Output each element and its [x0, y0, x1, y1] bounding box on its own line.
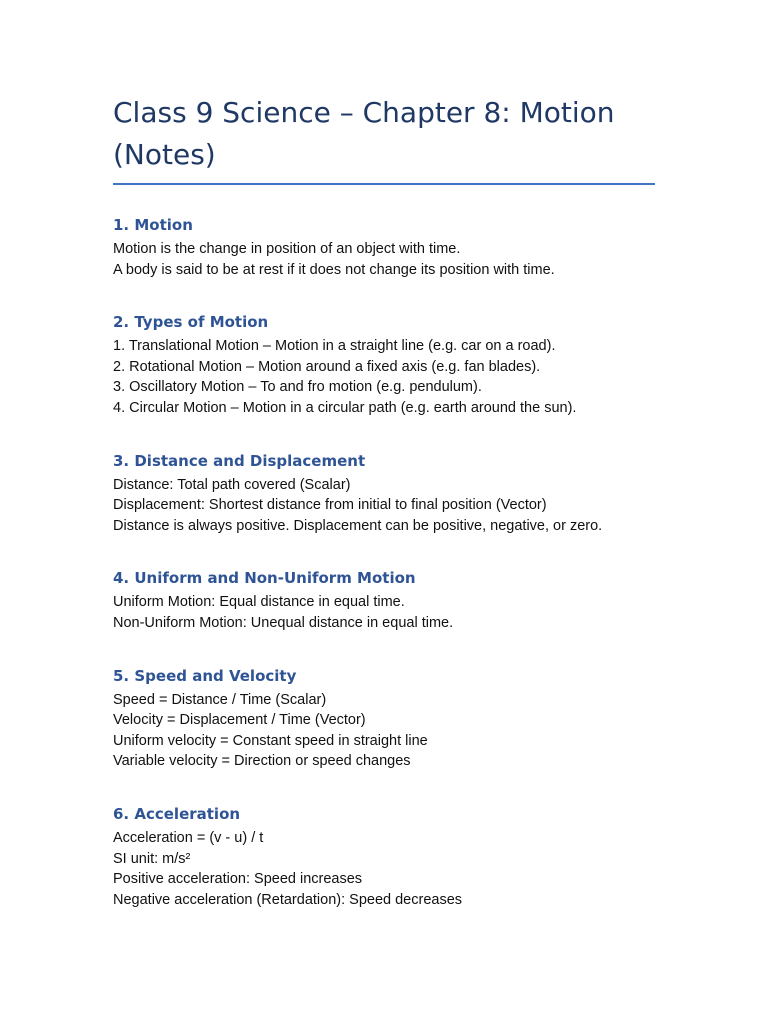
title-underline: [113, 183, 655, 185]
body-line: Uniform velocity = Constant speed in straight line: [113, 732, 428, 749]
body-line: Acceleration = (v - u) / t: [113, 829, 264, 846]
section-types-of-motion: [113, 312, 655, 418]
body-line: 2. Rotational Motion – Motion around a fixed axis (e.g. fan blades).: [113, 358, 541, 375]
section-acceleration: [113, 804, 655, 910]
section-heading: 4. Uniform and Non-Uniform Motion: [113, 569, 416, 588]
body-line: Non-Uniform Motion: Unequal distance in equal time.: [113, 614, 454, 631]
section-distance-displacement: [113, 451, 655, 537]
body-line: SI unit: m/s²: [113, 850, 191, 867]
body-line: Speed = Distance / Time (Scalar): [113, 691, 327, 708]
document-body: [113, 92, 655, 910]
body-line: Displacement: Shortest distance from initial to final position (Vector): [113, 497, 547, 514]
body-line: Distance is always positive. Displacement can be positive, negative, or zero.: [113, 517, 603, 534]
section-uniform-motion: [113, 568, 655, 633]
body-line: Distance: Total path covered (Scalar): [113, 476, 351, 493]
section-heading: 6. Acceleration: [113, 804, 241, 823]
body-line: Motion is the change in position of an object with time.: [113, 241, 461, 257]
body-line: 1. Translational Motion – Motion in a straight line (e.g. car on a road).: [113, 338, 556, 355]
body-line: 4. Circular Motion – Motion in a circular path (e.g. earth around the sun).: [113, 399, 577, 416]
section-motion: [113, 215, 655, 280]
document-title: Class 9 Science – Chapter 8: Motion (Notes): [113, 96, 615, 171]
section-speed-velocity: [113, 666, 655, 772]
body-line: Variable velocity = Direction or speed changes: [113, 753, 411, 770]
body-line: Negative acceleration (Retardation): Speed decreases: [113, 891, 463, 908]
body-line: Uniform Motion: Equal distance in equal time.: [113, 594, 405, 611]
body-line: Velocity = Displacement / Time (Vector): [113, 712, 366, 729]
body-line: Positive acceleration: Speed increases: [113, 871, 363, 888]
section-heading: 1. Motion: [113, 216, 193, 234]
section-heading: 3. Distance and Displacement: [113, 451, 366, 470]
body-line: 3. Oscillatory Motion – To and fro motion (e.g. pendulum).: [113, 379, 482, 396]
section-heading: 5. Speed and Velocity: [113, 666, 297, 685]
section-heading: 2. Types of Motion: [113, 313, 269, 332]
body-line: A body is said to be at rest if it does not change its position with time.: [113, 261, 555, 278]
